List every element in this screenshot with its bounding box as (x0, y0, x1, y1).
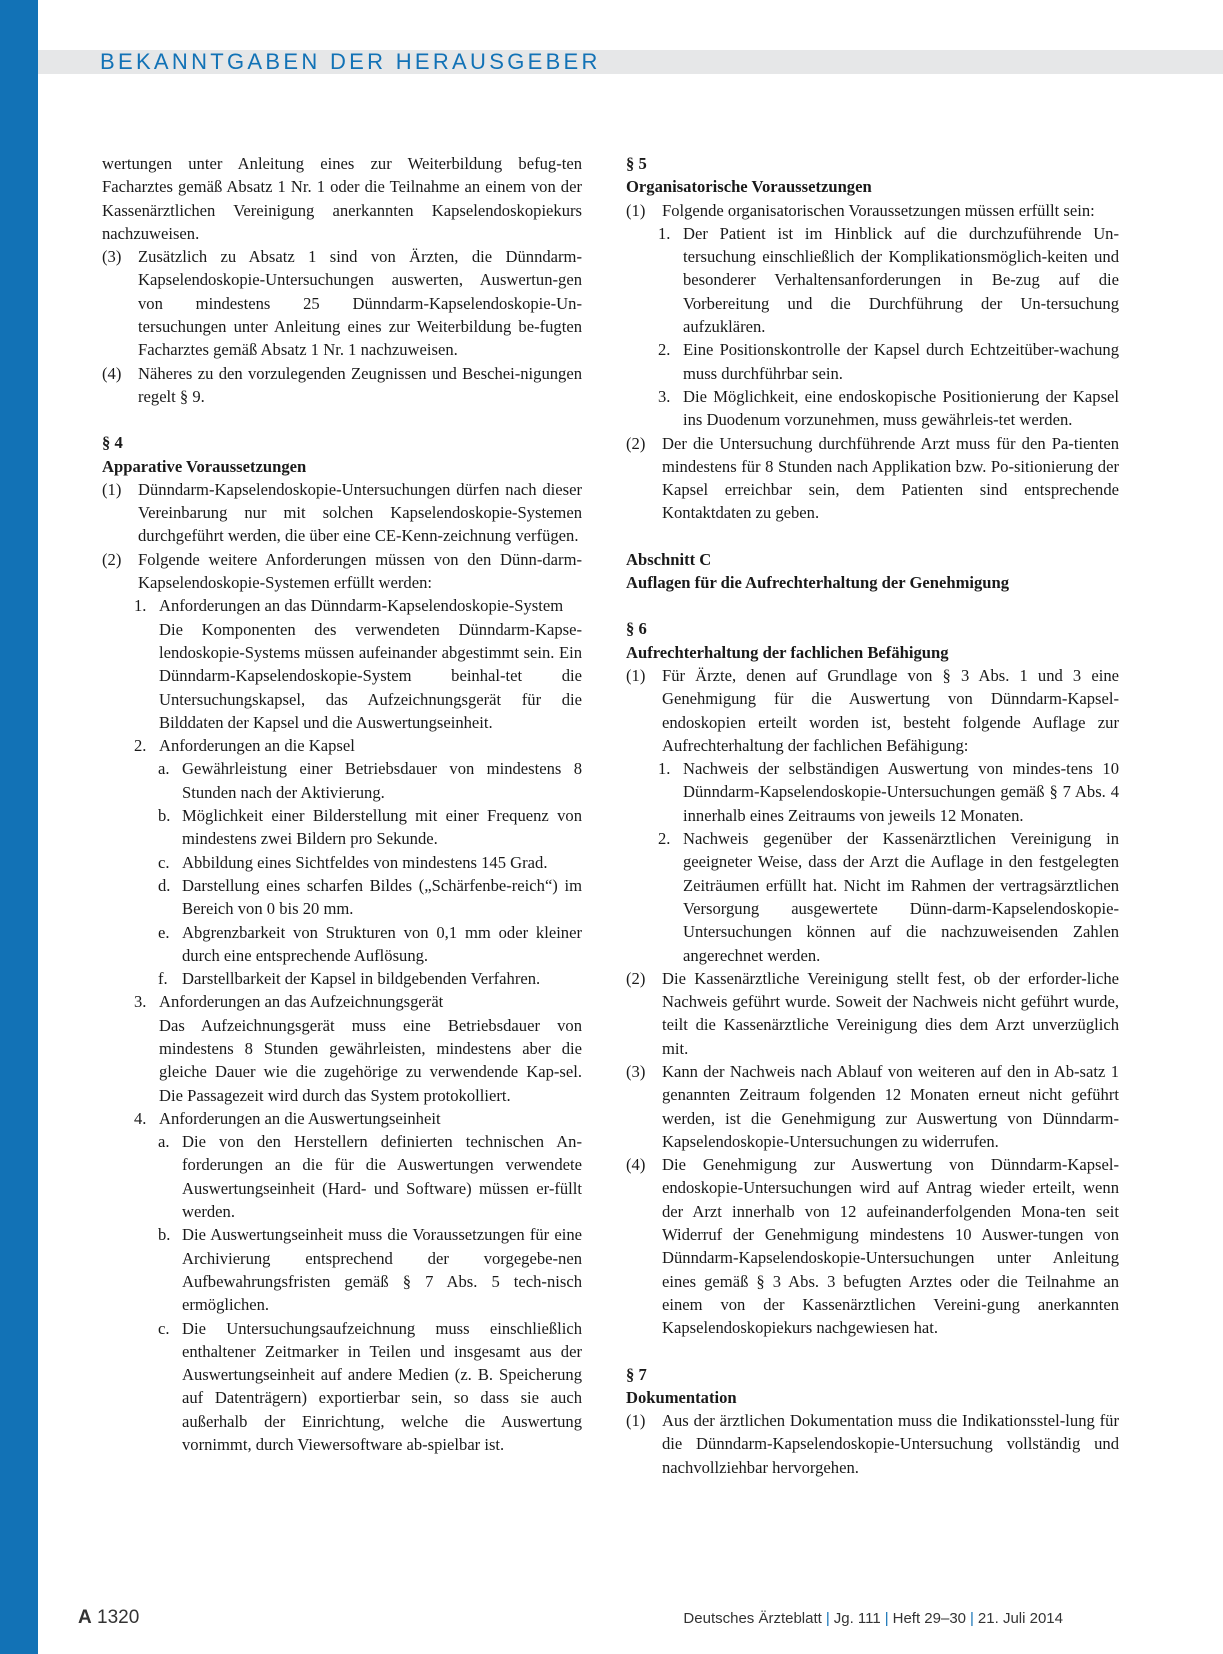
sublist-item: c. Die Untersuchungsaufzeichnung muss einschließlich enthaltener Zeitmarker in Teilen und insgesamt aus der Auswertungseinheit auf andere Medien (z. B. Speicherung auf Datenträgern) exportierbar sein, so dass sie auch außerhalb der Einrichtung, welche die Auswertung vornimmt, durch Viewersoftware ab-spielbar ist. (158, 1318, 582, 1455)
paragraph-1: (1) Folgende organisatorischen Voraussetzungen müssen erfüllt sein: (626, 200, 1095, 220)
section-number: § 6 (626, 619, 647, 639)
sublist-item: a. Die von den Herstellern definierten technischen An-forderungen an die für die Auswertungen verwendete Auswertungseinheit (Hard- und Software) müssen er-füllt werden. (158, 1132, 582, 1222)
page-number-value: 1320 (97, 1607, 140, 1628)
list-item: 3. Die Möglichkeit, eine endoskopische Positionierung der Kapsel ins Duodenum vorzunehmen, muss gewährleis-tet werden. (658, 386, 1119, 430)
chapter-heading: Auflagen für die Aufrechterhaltung der Genehmigung (626, 573, 1010, 593)
section-number: § 7 (626, 1364, 647, 1384)
list-item: 2. Anforderungen an die Kapsel (134, 736, 355, 756)
list-item: 2. Nachweis gegenüber der Kassenärztlichen Vereinigung in geeigneter Weise, dass der Arzt die Auflage in den festgelegten Zeiträumen erfüllt hat. Nicht im Rahmen der vertragsärztlichen Versorgung ausgewertete Dünn-darm-Kapselendoskopie-Untersuchungen können auf die nachzuweisenden Zahlen angerechnet werden. (658, 829, 1119, 965)
list-item: 1. Nachweis der selbständigen Auswertung von mindes-tens 10 Dünndarm-Kapselendoskopie-Untersuchungen gemäß § 7 Abs. 4 innerhalb eines Zeitraums von jeweils 12 Monaten. (658, 759, 1119, 825)
paragraph-2: (2) Die Kassenärztliche Vereinigung stellt fest, ob der erforder-liche Nachweis geführt wurde. Soweit der Nachweis nicht geführt wurde, teilt die Kassenärztliche Vereinigung dies dem Arzt unverzüglich mit. (626, 968, 1119, 1058)
paragraph-2: (2) Der die Untersuchung durchführende Arzt muss für den Pa-tienten mindestens für 8 Stunden nach Applikation bzw. Po-sitionierung der Kapsel erreichbar sein, dem Patienten sind entsprechende Kontaktdaten zu geben. (626, 433, 1119, 523)
section-number: § 4 (102, 433, 123, 453)
list-item: 1. Der Patient ist im Hinblick auf die durchzuführende Un-tersuchung einschließlich der Komplikationsmöglich-keiten und besonderer Verhaltensanforderungen in Be-zug auf die Vorbereitung und die Durchführung der Un-tersuchung aufzuklären. (658, 223, 1119, 337)
list-item: 2. Eine Positionskontrolle der Kapsel durch Echtzeitüber-wachung muss durchführbar sein. (658, 340, 1119, 383)
sublist-item: f. Darstellbarkeit der Kapsel in bildgebenden Verfahren. (158, 969, 541, 989)
left-column (102, 152, 582, 1456)
paragraph-1: (1) Für Ärzte, denen auf Grundlage von § 3 Abs. 1 und 3 eine Genehmigung für die Auswertung von Dünndarm-Kapsel-endoskopien erteilt worden ist, besteht folgende Auflage zur Aufrechterhaltung der fachlichen Befähigung: (626, 665, 1119, 755)
list-item-body: Das Aufzeichnungsgerät muss eine Betriebsdauer von mindestens 8 Stunden gewährleisten, mindestens aber die gleiche Dauer wie die zugehörige zu verwendende Kap-sel. Die Passagezeit wird durch das System protokolliert. (159, 1015, 582, 1105)
paragraph-3: (3) Zusätzlich zu Absatz 1 sind von Ärzten, die Dünndarm-Kapselendoskopie-Untersuchungen auswerten, Auswertun-gen von mindestens 25 Dünndarm-Kapselendoskopie-Un-tersuchungen unter Anleitung eines zur Weiterbildung be-fugten Facharztes gemäß Absatz 1 Nr. 1 nachzuweisen. (102, 247, 582, 360)
section-heading: Aufrechterhaltung der fachlichen Befähigung (626, 642, 949, 662)
sublist-item: b. Möglichkeit einer Bilderstellung mit einer Frequenz von mindestens zwei Bildern pro Sekunde. (158, 806, 582, 849)
paragraph: wertungen unter Anleitung eines zur Weiterbildung befug-ten Facharztes gemäß Absatz 1 Nr. 1 oder die Teilnahme an einem von der Kassenärztlichen Vereinigung anerkannten Kapselendoskopiekurs nachzuweisen. (102, 154, 582, 243)
paragraph-1: (1) Dünndarm-Kapselendoskopie-Untersuchungen dürfen nach dieser Vereinbarung nur mit solchen Kapselendoskopie-Systemen durchgeführt werden, die über eine CE-Kenn-zeichnung verfügen. (102, 479, 582, 546)
sublist-item: d. Darstellung eines scharfen Bildes („Schärfenbe-reich“) im Bereich von 0 bis 20 mm. (158, 875, 582, 919)
list-item: 1. Anforderungen an das Dünndarm-Kapselendoskopie-System (134, 596, 564, 616)
sublist-item: c. Abbildung eines Sichtfeldes von mindestens 145 Grad. (158, 852, 548, 872)
list-item-body: Die Komponenten des verwendeten Dünndarm-Kapse-lendoskopie-Systems müssen aufeinander abgestimmt sein. Ein Dünndarm-Kapselendoskopie-System beinhal-tet die Untersuchungskapsel, das Aufzeichnungsgerät für die Bilddaten der Kapsel und die Auswertungseinheit. (159, 619, 582, 732)
section-header: BEKANNTGABEN DER HERAUSGEBER (100, 49, 601, 74)
paragraph-4: (4) Die Genehmigung zur Auswertung von Dünndarm-Kapsel-endoskopie-Untersuchungen wird auf Antrag wieder erteilt, wenn der Arzt innerhalb von 12 aufeinanderfolgenden Mona-ten seit Widerruf der Genehmigung mindestens 10 Auswer-tungen von Dünndarm-Kapselendoskopie-Untersuchungen unter Anleitung eines gemäß § 3 Abs. 3 befugten Arztes oder die Teilnahme an einem von der Kassenärztlichen Vereini-gung anerkannten Kapselendoskopiekurs nachgewiesen hat. (626, 1155, 1119, 1338)
section-heading: Dokumentation (626, 1387, 737, 1407)
section-heading: Organisatorische Voraussetzungen (626, 177, 872, 197)
list-item: 4. Anforderungen an die Auswertungseinheit (134, 1108, 441, 1128)
chapter-number: Abschnitt C (626, 549, 712, 569)
sublist-item: e. Abgrenzbarkeit von Strukturen von 0,1 mm oder kleiner durch eine entsprechende Auflösung. (158, 922, 582, 965)
paragraph-2: (2) Folgende weitere Anforderungen müssen von den Dünn-darm-Kapselendoskopie-Systemen erfüllt werden: (102, 549, 582, 593)
section-heading: Apparative Voraussetzungen (102, 456, 307, 476)
paragraph-4: (4) Näheres zu den vorzulegenden Zeugnissen und Beschei-nigungen regelt § 9. (102, 363, 582, 406)
sublist-item: a. Gewährleistung einer Betriebsdauer von mindestens 8 Stunden nach der Aktivierung. (158, 759, 582, 802)
journal-citation: Deutsches Ärzteblatt | Jg. 111 | Heft 29–30 | 21. Juli 2014 (683, 1610, 1063, 1627)
journal-issue: Heft 29–30 (892, 1610, 967, 1627)
right-column (626, 152, 1119, 1479)
paragraph-1: (1) Aus der ärztlichen Dokumentation muss die Indikationsstel-lung für die Dünndarm-Kapselendoskopie-Untersuchung vollständig und nachvollziehbar hervorgehen. (626, 1411, 1119, 1477)
page-prefix: A (78, 1607, 92, 1628)
journal-volume: Jg. 111 (833, 1610, 881, 1627)
list-item: 3. Anforderungen an das Aufzeichnungsgerät (134, 992, 444, 1012)
section-number: § 5 (626, 154, 647, 173)
side-color-bar (0, 0, 38, 1654)
journal-date: 21. Juli 2014 (977, 1610, 1063, 1627)
journal-name: Deutsches Ärzteblatt (683, 1610, 822, 1627)
sublist-item: b. Die Auswertungseinheit muss die Voraussetzungen für eine Archivierung entsprechend der vorgegebe-nen Aufbewahrungsfristen gemäß § 7 Abs. 5 tech-nisch ermöglichen. (158, 1225, 582, 1315)
page-number (78, 1607, 139, 1629)
paragraph-3: (3) Kann der Nachweis nach Ablauf von weiteren auf den in Ab-satz 1 genannten Zeitraum folgenden 12 Monaten erneut nicht geführt werden, ist die Genehmigung zur Auswertung von Dünndarm-Kapselendoskopie-Untersuchungen zu widerrufen. (626, 1061, 1119, 1151)
